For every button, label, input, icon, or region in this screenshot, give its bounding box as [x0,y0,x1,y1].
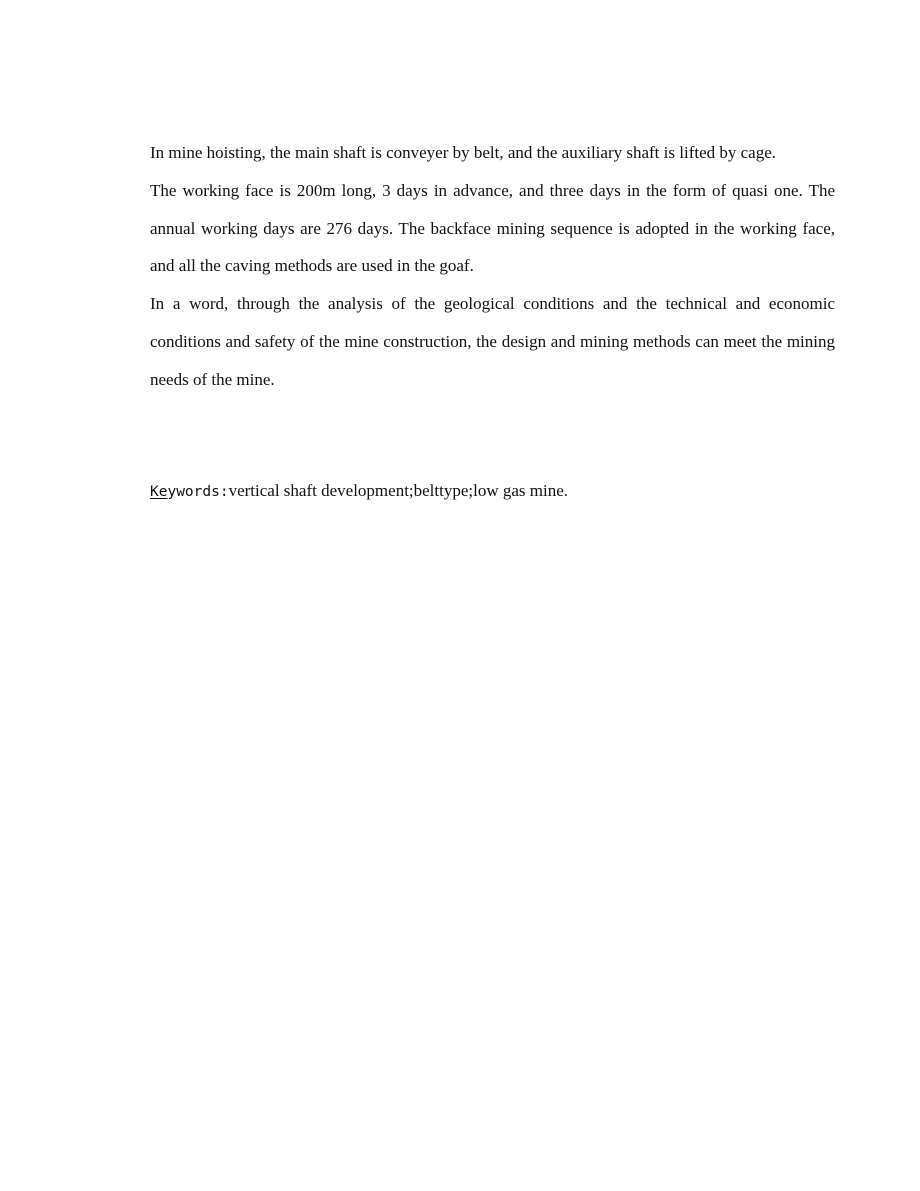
keywords-separator: : [219,484,229,500]
paragraph-conclusion: In a word, through the analysis of the geological conditions and the technical and economic conditions and safety of the mine construction, the design and mining methods can meet the mining needs of the mine. [150,294,835,389]
keywords-value: vertical shaft development;belttype;low gas mine. [228,481,569,500]
keywords-label-underlined: Ke [150,484,168,500]
abstract-body [150,134,835,399]
keywords-label-rest: ywords [167,484,220,500]
keywords-label [150,484,229,500]
paragraph-hoisting: In mine hoisting, the main shaft is conveyer by belt, and the auxiliary shaft is lifted by cage. [150,143,777,162]
keywords-line [150,472,835,512]
paragraph-working-face: The working face is 200m long, 3 days in advance, and three days in the form of quasi one. The annual working days are 276 days. The backface mining sequence is adopted in the working face, and all the caving methods are used in the goaf. [150,180,835,276]
